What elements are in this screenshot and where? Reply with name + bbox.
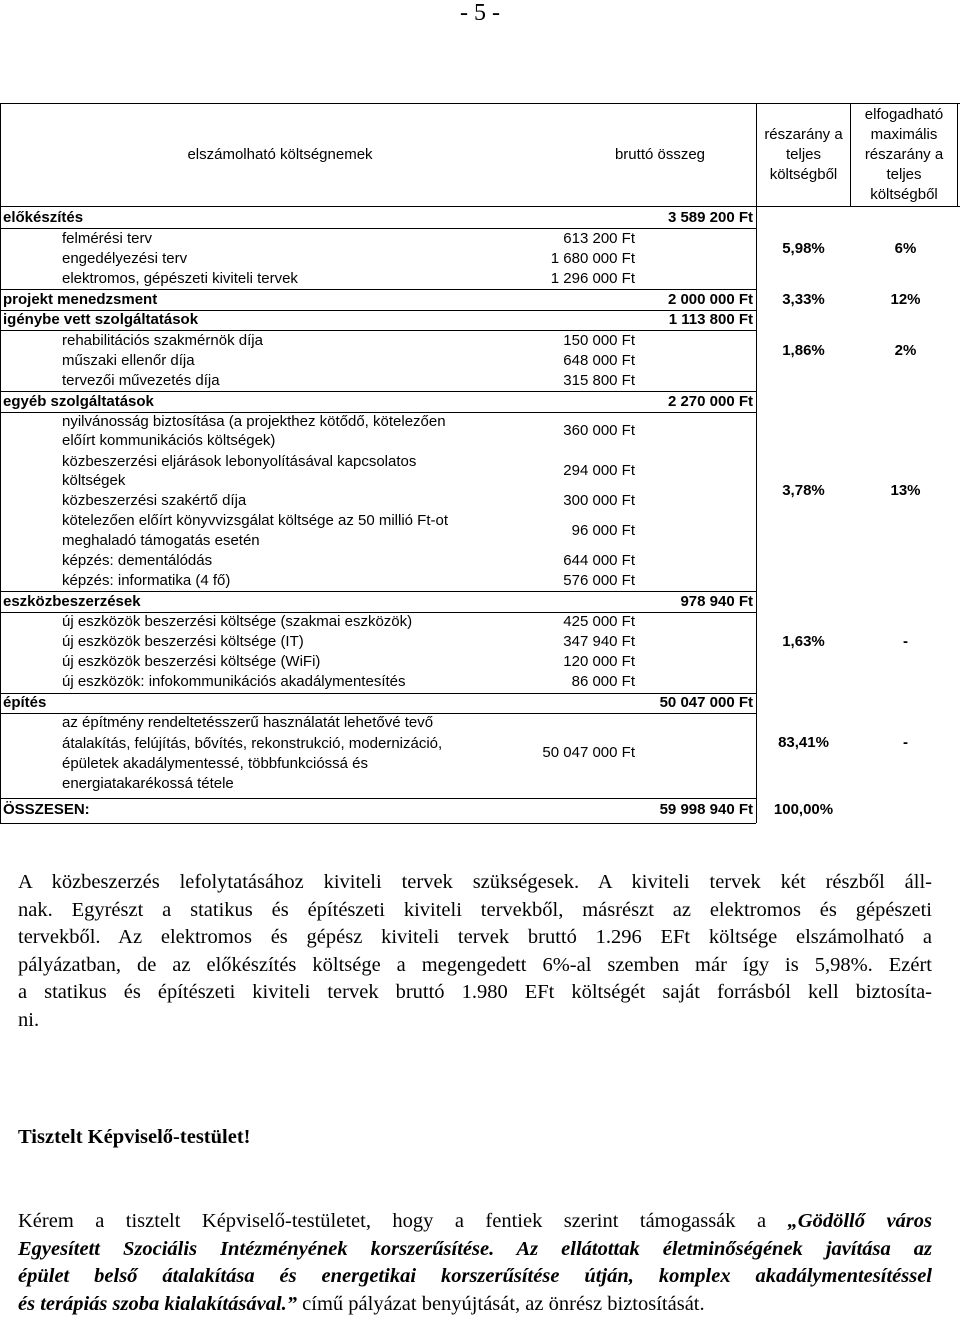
item-amount: 294 000 Ft xyxy=(500,461,635,481)
item-label: új eszközök: infokommunikációs akadálymentesítés xyxy=(62,672,406,692)
category-label: projekt menedzsment xyxy=(3,290,157,310)
total-amount: 59 998 940 Ft xyxy=(600,800,753,820)
max-value: 6% xyxy=(851,239,960,259)
category-amount: 3 589 200 Ft xyxy=(600,208,753,228)
category-label: előkészítés xyxy=(3,208,83,228)
item-label: felmérési terv xyxy=(62,229,152,249)
item-label: új eszközök beszerzési költsége (WiFi) xyxy=(62,652,320,672)
item-label: elektromos, gépészeti kiviteli tervek xyxy=(62,269,298,289)
category-amount: 1 113 800 Ft xyxy=(600,310,753,330)
request-text: Kérem a tisztelt Képviselő-testületet, hogy a fentiek szerint támogassák a xyxy=(18,1210,788,1232)
request-line-4 xyxy=(18,1291,932,1318)
header-max-4: teljes xyxy=(851,165,957,185)
table-top-border xyxy=(0,103,960,104)
item-amount: 648 000 Ft xyxy=(500,351,635,371)
share-value: 3,33% xyxy=(756,290,851,310)
item-label-line2: költségek xyxy=(62,471,125,491)
item-label: képzés: informatika (4 fő) xyxy=(62,571,230,591)
item-label-line3: épületek akadálymentessé, többfunkcióssá és xyxy=(62,754,368,774)
item-amount: 425 000 Ft xyxy=(500,612,635,632)
header-share-1: részarány a xyxy=(756,125,851,145)
max-value: - xyxy=(851,632,960,652)
total-share: 100,00% xyxy=(756,800,851,820)
header-max-2: maximális xyxy=(851,125,957,145)
paragraph-line: pályázatban, de az előkészítés költsége a megengedett 6%-al szemben már így is 5,98%. Ezért xyxy=(18,952,932,980)
max-value: 2% xyxy=(851,341,960,361)
header-gross: bruttó összeg xyxy=(560,145,760,165)
item-amount: 150 000 Ft xyxy=(500,331,635,351)
project-title-end: és terápiás szoba kialakításával.” xyxy=(18,1293,297,1315)
item-amount: 50 047 000 Ft xyxy=(500,743,635,763)
header-max-3: részarány a xyxy=(851,145,957,165)
item-label: rehabilitációs szakmérnök díja xyxy=(62,331,263,351)
header-share-3: költségből xyxy=(756,165,851,185)
max-value: - xyxy=(851,733,960,753)
share-value: 1,63% xyxy=(756,632,851,652)
project-title: „Gödöllő város xyxy=(788,1210,932,1232)
header-max-5: költségből xyxy=(851,185,957,205)
total-top-line xyxy=(0,798,756,799)
table-bottom-border xyxy=(0,823,756,824)
item-label-line1: közbeszerzési eljárások lebonyolításával kapcsolatos xyxy=(62,452,416,472)
col-divider-gross xyxy=(756,103,757,823)
item-label: műszaki ellenőr díja xyxy=(62,351,195,371)
max-value: 12% xyxy=(851,290,960,310)
item-label-line1: az építmény rendeltetésszerű használatát lehetővé tevő xyxy=(62,713,433,733)
paragraph-line: tervekből. Az elektromos és gépész kiviteli tervek bruttó 1.296 EFt költsége elszámolható a xyxy=(18,924,932,952)
header-share-2: teljes xyxy=(756,145,851,165)
item-amount: 347 940 Ft xyxy=(500,632,635,652)
category-amount: 50 047 000 Ft xyxy=(600,693,753,713)
table-left-border xyxy=(0,103,1,823)
item-amount: 576 000 Ft xyxy=(500,571,635,591)
item-amount: 613 200 Ft xyxy=(500,229,635,249)
category-label: egyéb szolgáltatások xyxy=(3,392,154,412)
max-value: 13% xyxy=(851,481,960,501)
item-label: képzés: dementálódás xyxy=(62,551,212,571)
share-value: 83,41% xyxy=(756,733,851,753)
paragraph-line: a statikus és építészeti kiviteli tervek bruttó 1.980 EFt költségét saját forrásból kell biztosíta- xyxy=(18,979,932,1007)
item-label-line2: meghaladó támogatás esetén xyxy=(62,531,260,551)
share-value: 5,98% xyxy=(756,239,851,259)
paragraph-line: nak. Egyrészt a statikus és építészeti kiviteli tervekből, másrészt az elektromos és gépészeti xyxy=(18,897,932,925)
category-label: igénybe vett szolgáltatások xyxy=(3,310,198,330)
item-label-line4: energiatakarékossá tétele xyxy=(62,774,234,794)
item-amount: 86 000 Ft xyxy=(500,672,635,692)
item-amount: 300 000 Ft xyxy=(500,491,635,511)
paragraph-line: A közbeszerzés lefolytatásához kiviteli tervek szükségesek. A kiviteli tervek két részből áll- xyxy=(18,869,932,897)
share-value: 3,78% xyxy=(756,481,851,501)
item-amount: 360 000 Ft xyxy=(500,421,635,441)
item-label: új eszközök beszerzési költsége (IT) xyxy=(62,632,304,652)
greeting: Tisztelt Képviselő-testület! xyxy=(18,1126,250,1149)
item-label: új eszközök beszerzési költsége (szakmai eszközök) xyxy=(62,612,412,632)
item-label-line2: előírt kommunikációs költségek) xyxy=(62,431,275,451)
explanation-paragraph xyxy=(18,869,932,1034)
header-bottom-line xyxy=(0,206,960,207)
item-label: közbeszerzési szakértő díja xyxy=(62,491,246,511)
cost-table xyxy=(0,103,960,823)
request-line-2: Egyesített Szociális Intézményének korszerűsítése. Az ellátottak életminőségének javítása az xyxy=(18,1236,932,1264)
table-right-border xyxy=(957,103,958,206)
category-label: eszközbeszerzések xyxy=(3,592,141,612)
category-label: építés xyxy=(3,693,46,713)
item-amount: 1 296 000 Ft xyxy=(500,269,635,289)
paragraph-line: ni. xyxy=(18,1007,932,1035)
item-label: engedélyezési terv xyxy=(62,249,187,269)
header-max-1: elfogadható xyxy=(851,105,957,125)
item-amount: 644 000 Ft xyxy=(500,551,635,571)
item-label-line2: átalakítás, felújítás, bővítés, rekonstrukció, modernizáció, xyxy=(62,734,442,754)
request-line-1 xyxy=(18,1208,932,1236)
share-value: 1,86% xyxy=(756,341,851,361)
item-label-line1: nyilvánosság biztosítása (a projekthez kötődő, kötelezően xyxy=(62,412,446,432)
item-amount: 1 680 000 Ft xyxy=(500,249,635,269)
category-amount: 2 270 000 Ft xyxy=(600,392,753,412)
request-text: című pályázat benyújtását, az önrész biztosítását. xyxy=(297,1293,705,1315)
total-label: ÖSSZESEN: xyxy=(3,800,90,820)
item-amount: 315 800 Ft xyxy=(500,371,635,391)
item-label: tervezői művezetés díja xyxy=(62,371,220,391)
category-amount: 2 000 000 Ft xyxy=(600,290,753,310)
page-number: - 5 - xyxy=(0,0,960,26)
item-label-line1: kötelezően előírt könyvvizsgálat költsége az 50 millió Ft-ot xyxy=(62,511,448,531)
request-line-3: épület belső átalakítása és energetikai korszerűsítése útján, komplex akadálymentesítéssel xyxy=(18,1263,932,1291)
header-category: elszámolható költségnemek xyxy=(100,145,460,165)
category-amount: 978 940 Ft xyxy=(600,592,753,612)
item-amount: 120 000 Ft xyxy=(500,652,635,672)
item-amount: 96 000 Ft xyxy=(500,521,635,541)
request-paragraph xyxy=(18,1208,932,1318)
